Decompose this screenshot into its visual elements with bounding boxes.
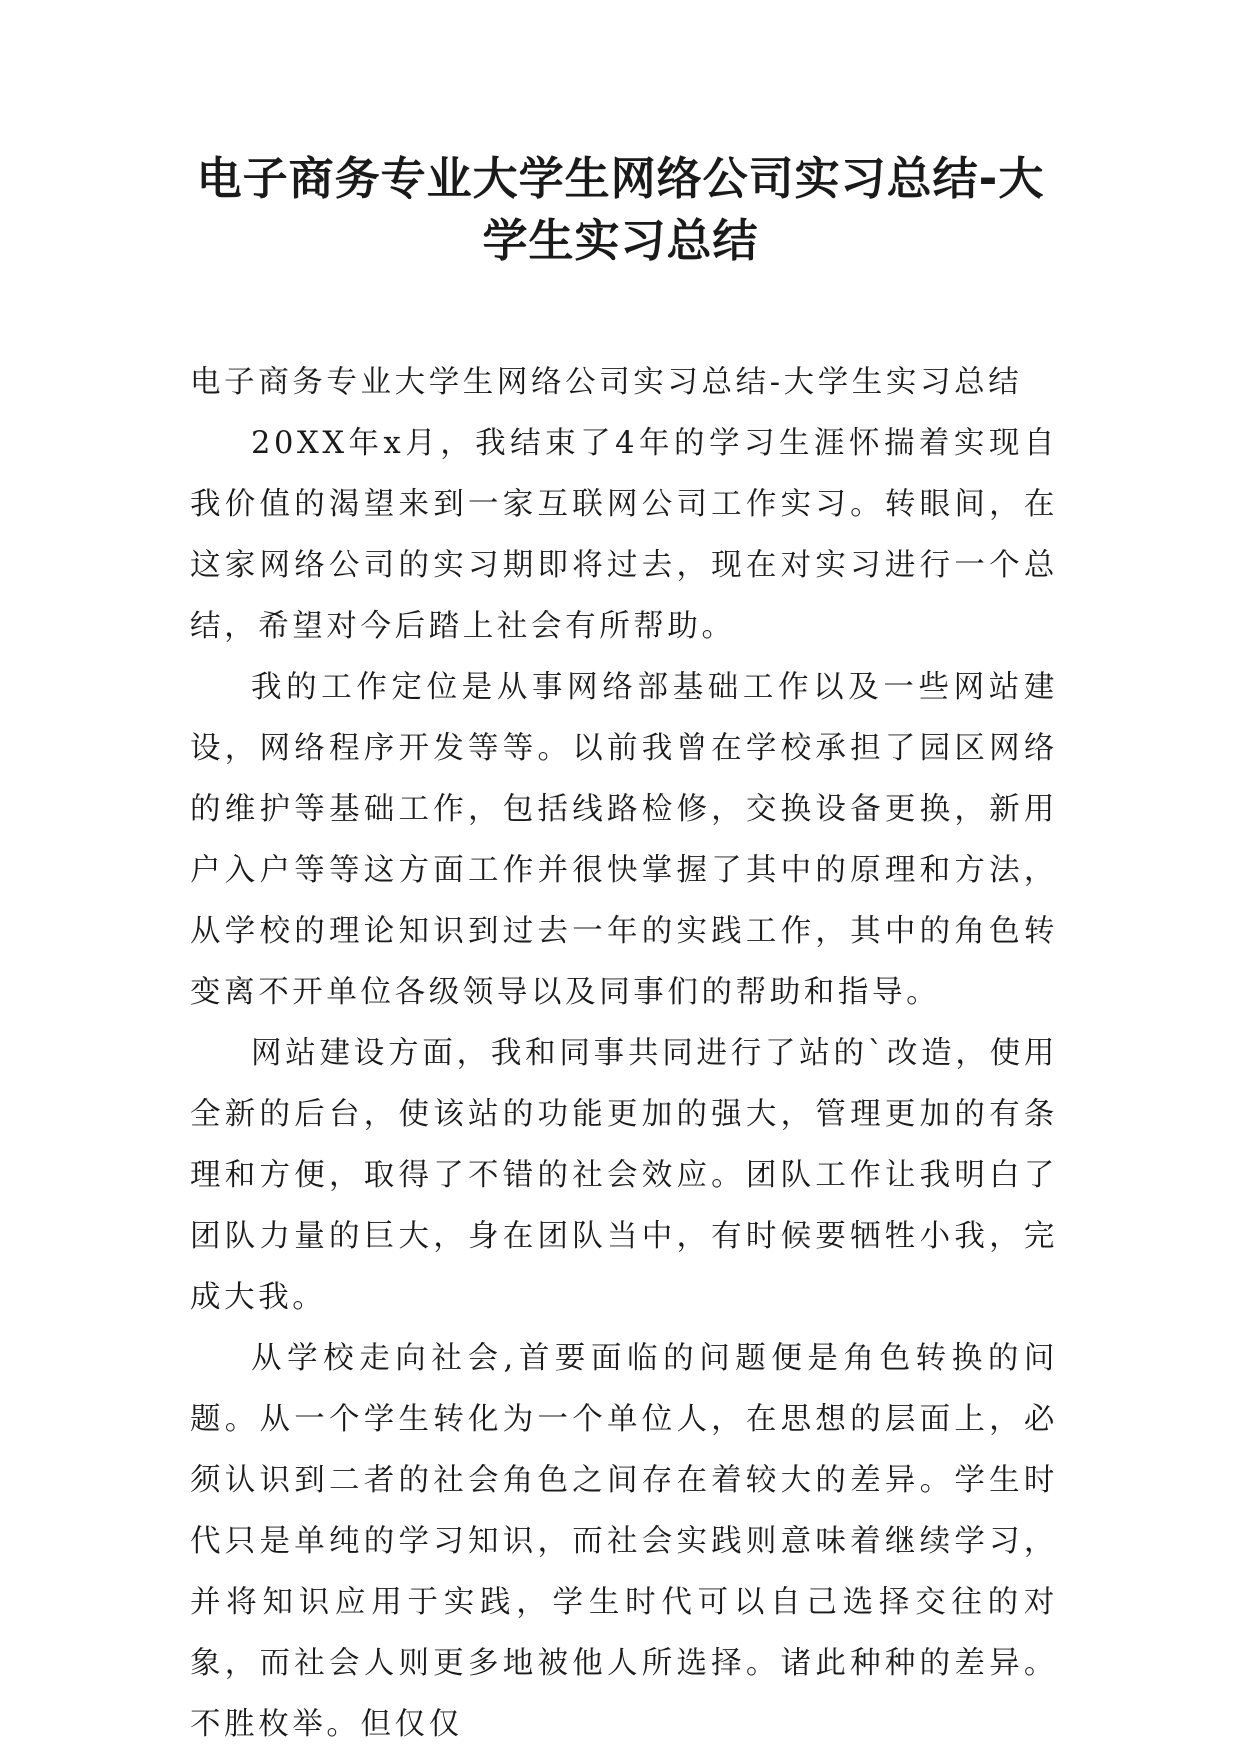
paragraph-subtitle: 电子商务专业大学生网络公司实习总结-大学生实习总结: [190, 365, 1023, 400]
document-title: [160, 148, 1081, 272]
paragraph-work-role: 我的工作定位是从事网络部基础工作以及一些网站建设，网络程序开发等等。以前我曾在学校承担了园区网络的维护等基础工作，包括线路检修，交换设备更换，新用户入户等等这方面工作并很快掌握了其中的原理和方法，从学校的理论知识到过去一年的实践工作，其中的角色转变离不开单位各级领导以及同事们的帮助和指导。: [190, 670, 1058, 1010]
document-body: [190, 352, 1058, 1755]
paragraph-website-building: 网站建设方面，我和同事共同进行了站的`改造，使用全新的后台，使该站的功能更加的强大，管理更加的有条理和方便，取得了不错的社会效应。团队工作让我明白了团队力量的巨大，身在团队当中，有时候要牺牲小我，完成大我。: [190, 1036, 1058, 1315]
paragraph-intro: 20XX年x月，我结束了4年的学习生涯怀揣着实现自我价值的渴望来到一家互联网公司工作实习。转眼间，在这家网络公司的实习期即将过去，现在对实习进行一个总结，希望对今后踏上社会有所帮助。: [190, 426, 1058, 644]
title-line-1: 电子商务专业大学生网络公司实习总结-大: [196, 152, 1045, 205]
title-line-2: 学生实习总结: [482, 214, 759, 267]
paragraph-role-transition: 从学校走向社会,首要面临的问题便是角色转换的问题。从一个学生转化为一个单位人，在思想的层面上，必须认识到二者的社会角色之间存在着较大的差异。学生时代只是单纯的学习知识，而社会实践则意味着继续学习，并将知识应用于实践，学生时代可以自己选择交往的对象，而社会人则更多地被他人所选择。诸此种种的差异。不胜枚举。但仅仅: [190, 1341, 1058, 1742]
